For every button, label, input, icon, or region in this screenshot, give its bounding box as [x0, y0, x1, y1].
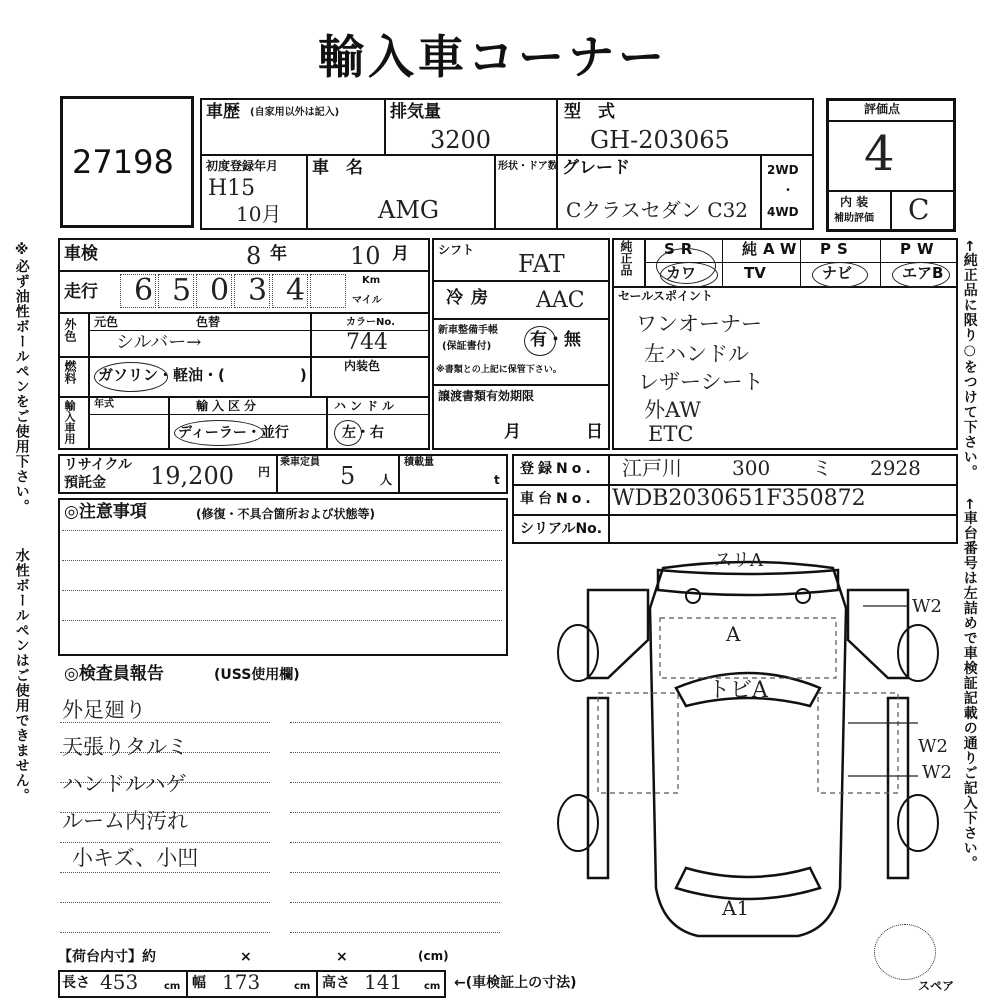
genuine-item: SR — [664, 240, 699, 258]
notes-subtitle: (修復・不具合箇所および状態等) — [196, 507, 375, 521]
displacement-value: 3200 — [430, 126, 492, 154]
reg-part-class: 300 — [732, 456, 771, 480]
capacity-label: 乗車定員 — [280, 457, 320, 468]
serial-label: シリアルNo. — [520, 521, 603, 537]
inspector-report-item: 天張りタルミ — [62, 735, 188, 759]
dimensions-note: ←(車検証上の寸法) — [454, 975, 577, 991]
genuine-item: PW — [900, 240, 940, 258]
genuine-circle — [660, 262, 718, 288]
rating-label: 評価点 — [864, 102, 901, 116]
diagram-windshield-label: トビA — [708, 678, 768, 703]
mileage-digit: 3 — [248, 273, 268, 308]
car-name-value: AMG — [378, 196, 440, 224]
reg-part-kana: ミ — [812, 456, 832, 480]
inspector-title: ◎検査員報告 — [64, 664, 164, 684]
fuel-options: ガソリン・軽油・( ) — [98, 366, 307, 384]
genuine-item: カワ — [666, 264, 697, 282]
color-no-label: カラーNo. — [346, 317, 396, 328]
sales-point-item: ETC — [648, 422, 694, 446]
mileage-digit: 0 — [210, 273, 230, 308]
load-label: 積載量 — [404, 457, 434, 468]
spare-tire-circle — [874, 924, 936, 980]
model-label: 型 式 — [564, 102, 615, 122]
diagram-rear-label: A1 — [722, 896, 750, 920]
transfer-day: 日 — [586, 422, 603, 442]
report-line — [290, 752, 500, 753]
width-label: 幅 — [192, 975, 206, 991]
inspector-subtitle: (USS使用欄) — [214, 667, 300, 683]
report-line — [60, 902, 270, 903]
import-year-label: 年式 — [94, 399, 114, 410]
handle-label: ハンドル — [334, 399, 399, 413]
capacity-unit: 人 — [380, 473, 393, 487]
recycle-label-2: 預託金 — [64, 475, 106, 491]
import-division-options: ディーラー・並行 — [178, 425, 289, 441]
diagram-hood-label: A — [726, 622, 741, 646]
report-line — [60, 872, 270, 873]
genuine-item: PS — [820, 240, 854, 258]
first-reg-value-year: H15 — [208, 176, 256, 201]
shift-label: シフト — [438, 243, 475, 257]
mileage-digit: 4 — [286, 273, 306, 308]
inspector-report-item: ハンドルハゲ — [62, 772, 187, 796]
drive-4wd: 4WD — [767, 205, 799, 219]
car-damage-diagram — [548, 548, 958, 948]
mileage-digit: 6 — [134, 273, 154, 308]
reg-label: 登録No. — [520, 461, 595, 477]
diagram-top-label: スリA — [714, 550, 763, 571]
reg-part-number: 2928 — [870, 456, 921, 480]
warranty-yes-circle — [524, 326, 556, 356]
diagram-w2-mid: W2 — [918, 736, 948, 757]
shaken-year: 8 — [246, 242, 262, 270]
recycle-value: 19,200 — [150, 462, 234, 490]
interior-label-2: 補助評価 — [834, 213, 874, 224]
division-dealer-circle — [174, 420, 264, 446]
lot-number: 27198 — [72, 143, 174, 181]
grade-label: グレード — [562, 158, 630, 178]
recycle-unit: 円 — [258, 465, 271, 479]
first-reg-label: 初度登録年月 — [206, 159, 279, 173]
handle-options: 左・右 — [342, 425, 384, 441]
shaken-month-unit: 月 — [392, 244, 409, 264]
report-line — [60, 722, 270, 723]
genuine-item: ナビ — [822, 264, 853, 282]
shaken-month: 10 — [350, 242, 381, 270]
report-line — [290, 932, 500, 933]
length-value: 453 — [100, 970, 139, 994]
fuel-gasoline-circle — [94, 362, 168, 392]
warranty-label-2: (保証書付) — [442, 341, 492, 352]
original-color-label: 元色 — [94, 315, 119, 329]
drive-2wd: 2WD — [767, 163, 799, 177]
left-note-water-pen: 水性ボールペンはご使用できません。 — [13, 548, 30, 803]
warranty-label-1: 新車整備手帳 — [438, 325, 498, 336]
report-line — [290, 812, 500, 813]
width-value: 173 — [222, 970, 261, 994]
repaint-label: 色替 — [196, 315, 221, 329]
mileage-unit-mile: マイル — [352, 295, 382, 306]
report-line — [290, 902, 500, 903]
right-note-genuine: ←純正品に限り○をつけて下さい。 — [961, 240, 978, 480]
sales-points-label: セールスポイント — [618, 289, 713, 303]
chassis-value: WDB2030651F350872 — [612, 486, 866, 511]
mileage-label: 走行 — [64, 282, 98, 302]
cargo-label: 【荷台内寸】約 — [58, 949, 156, 965]
shaken-label: 車検 — [64, 244, 98, 264]
mileage-digit-box — [310, 274, 346, 308]
inspector-report-item: 小キズ、小凹 — [72, 846, 199, 870]
model-value: GH-203065 — [590, 126, 730, 154]
width-cm: cm — [294, 981, 311, 992]
height-label: 高さ — [322, 975, 350, 991]
left-note-oil-pen: ※必ず油性ボールペンをご使用下さい。 — [13, 242, 30, 514]
diagram-w2-front: W2 — [912, 596, 942, 617]
height-cm: cm — [424, 981, 441, 992]
capacity-value: 5 — [340, 462, 356, 490]
sales-point-item: レザーシート — [638, 370, 764, 394]
report-line — [290, 782, 500, 783]
history-note: (自家用以外は記入) — [250, 107, 340, 118]
original-color-value: シルバー→ — [116, 332, 202, 353]
shift-value: FAT — [518, 250, 565, 278]
car-name-label: 車 名 — [312, 158, 363, 178]
genuine-circle — [892, 262, 950, 288]
reg-part-area: 江戸川 — [622, 456, 682, 480]
genuine-label: 純正品 — [619, 240, 633, 276]
report-line — [290, 872, 500, 873]
height-value: 141 — [364, 970, 403, 994]
genuine-item: エアB — [902, 264, 944, 282]
cargo-times-1: × — [240, 949, 252, 965]
length-cm: cm — [164, 981, 181, 992]
cargo-cm: (cm) — [418, 949, 449, 963]
transfer-label: 譲渡書類有効期限 — [438, 389, 535, 403]
notes-title: ◎注意事項 — [64, 502, 147, 522]
sheet-title: 輸入車コーナー — [318, 30, 668, 84]
displacement-label: 排気量 — [390, 102, 441, 122]
shape-label: 形状・ドア数 — [498, 161, 558, 172]
right-note-chassis: ←車台番号は左詰めで車検証記載の通りご記入下さい。 — [961, 498, 978, 871]
length-label: 長さ — [62, 975, 90, 991]
sales-point-item: 外AW — [644, 398, 701, 422]
transfer-month: 月 — [504, 422, 521, 442]
import-label: 輸入車用 — [63, 400, 76, 444]
report-line — [290, 842, 500, 843]
recycle-label-1: リサイクル — [64, 457, 133, 473]
color-no-value: 744 — [346, 330, 388, 355]
genuine-circle — [812, 262, 868, 288]
history-label: 車歴 — [206, 102, 240, 122]
load-unit: t — [494, 473, 500, 487]
diagram-w2-rear: W2 — [922, 762, 952, 783]
grade-value: Cクラスセダン C32 — [566, 198, 749, 222]
sales-point-item: ワンオーナー — [636, 312, 762, 336]
shaken-year-unit: 年 — [270, 244, 287, 264]
report-line — [60, 932, 270, 933]
chassis-label: 車台No. — [520, 491, 595, 507]
genuine-item: 純AW — [742, 240, 803, 258]
mileage-unit-km: Km — [362, 275, 381, 286]
handle-left-circle — [334, 420, 362, 446]
interior-value: C — [908, 193, 930, 226]
mileage-digit: 5 — [172, 273, 192, 308]
report-line — [60, 842, 270, 843]
aircon-value: AAC — [536, 288, 585, 313]
import-division-label: 輸入区分 — [196, 399, 261, 413]
warranty-options: 有・無 — [530, 330, 581, 350]
fuel-label: 燃料 — [63, 360, 77, 384]
cargo-times-2: × — [336, 949, 348, 965]
sales-point-item: 左ハンドル — [644, 342, 749, 366]
aircon-label: 冷房 — [446, 288, 496, 308]
rating-value: 4 — [864, 126, 895, 182]
genuine-item: TV — [744, 264, 766, 282]
spare-label: スペア — [918, 979, 955, 993]
report-line — [290, 722, 500, 723]
color-section-label: 外色 — [63, 318, 77, 342]
inspector-report-item: 外足廻り — [62, 698, 146, 722]
drive-dot: ・ — [782, 183, 795, 197]
interior-color-label: 内装色 — [344, 359, 381, 373]
inspector-report-item: ルーム内汚れ — [62, 809, 188, 833]
interior-label-1: 内 装 — [840, 195, 869, 209]
first-reg-value-month: 10月 — [236, 202, 282, 226]
warranty-note: ※書類との上記に保管下さい。 — [436, 365, 562, 375]
